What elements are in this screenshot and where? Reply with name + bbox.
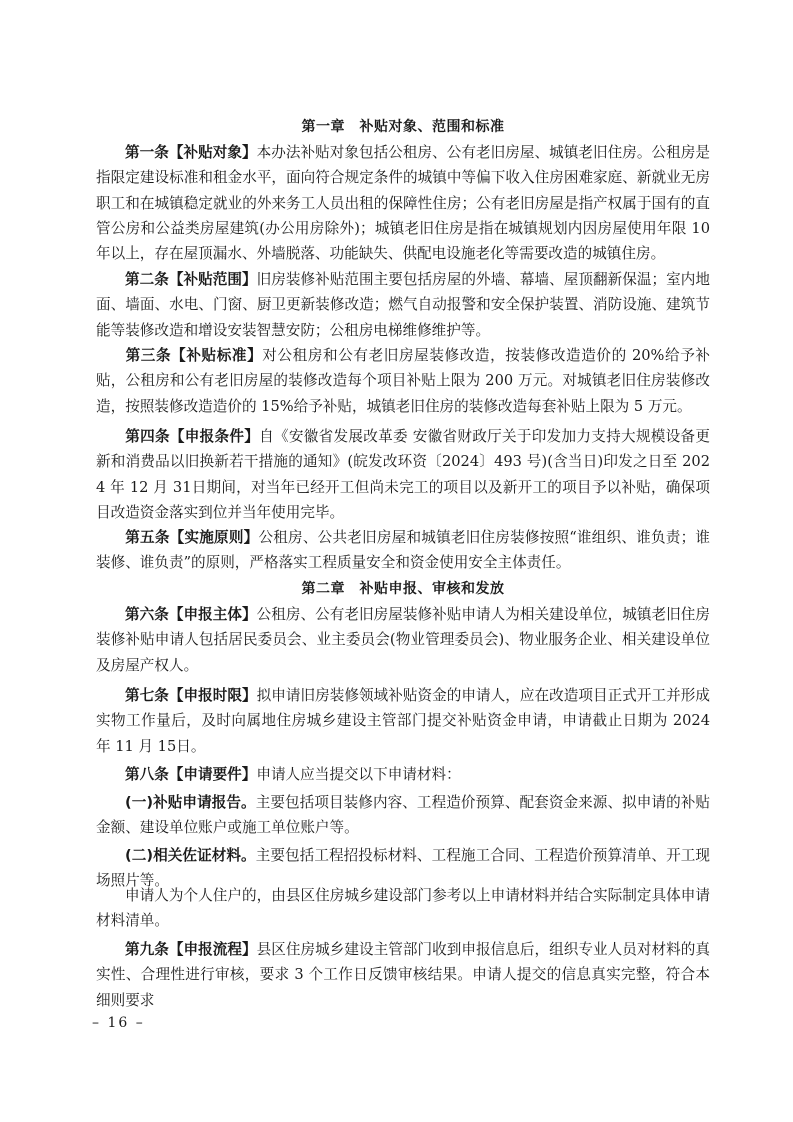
article-heading: 第一条【补贴对象】 [125, 144, 257, 161]
article-paragraph [96, 937, 710, 1013]
article-paragraph [96, 883, 710, 934]
article-paragraph [96, 683, 710, 759]
chapter-title: 第一章 补贴对象、范围和标准 [301, 119, 505, 135]
article-paragraph [96, 343, 710, 419]
article-heading: 第五条【实施原则】 [125, 529, 259, 546]
article-heading: 第七条【申报时限】 [125, 687, 257, 704]
item-heading: (一)补贴申请报告。 [125, 794, 256, 811]
article-text: 申请人应当提交以下申请材料： [256, 766, 461, 783]
article-paragraph [96, 525, 710, 576]
article-text: 申请人为个人住户的，由县区住房城乡建设部门参考以上申请材料并结合实际制定具体申请材料清单。 [96, 887, 710, 930]
article-paragraph [96, 140, 710, 266]
article-text: 对公租房和公有老旧房屋装修改造，按装修改造造价的 20%给予补贴，公租房和公有老旧房屋的装修改造每个项目补贴上限为 200 万元。对城镇老旧住房装修改造，按照装修改造造价的 15%给予补贴，城镇老旧住房的装修改造每套补贴上限为 5 万元。 [96, 347, 710, 415]
article-text: 拟申请旧房装修领域补贴资金的申请人，应在改造项目正式开工并形成实物工作量后，及时向属地住房城乡建设主管部门提交补贴资金申请，申请截止日期为 2024 年 11 月 15日。 [96, 687, 710, 755]
article-text: 公租房、公有老旧房屋装修补贴申请人为相关建设单位，城镇老旧住房装修补贴申请人包括居民委员会、业主委员会(物业管理委员会)、物业服务企业、相关建设单位及房屋产权人。 [96, 606, 710, 674]
article-paragraph [96, 267, 710, 343]
item-heading: (二)相关佐证材料。 [125, 847, 256, 864]
article-heading: 第四条【申报条件】 [125, 428, 260, 445]
article-paragraph [96, 602, 710, 678]
chapter-title: 第二章 补贴申报、审核和发放 [301, 581, 505, 597]
article-text: 本办法补贴对象包括公租房、公有老旧房屋、城镇老旧住房。公租房是指限定建设标准和租金水平，面向符合规定条件的城镇中等偏下收入住房困难家庭、新就业无房职工和在城镇稳定就业的外来务工人员出租的保障性住房；公有老旧房屋是指产权属于国有的直管公房和公益类房屋建筑(办公用房除外)；城镇老旧住房是指在城镇规划内因房屋使用年限 10 年以上，存在屋顶漏水、外墙脱落、功能缺失、供配电设施老化等需要改造的城镇住房。 [96, 144, 710, 263]
article-paragraph [96, 762, 710, 787]
article-text: 公租房、公共老旧房屋和城镇老旧住房装修按照“谁组织、谁负责；谁装修、谁负责”的原则，严格落实工程质量安全和资金使用安全主体责任。 [96, 529, 710, 572]
article-text: 县区住房城乡建设主管部门收到申报信息后，组织专业人员对材料的真实性、合理性进行审核，要求 3 个工作日反馈审核结果。申请人提交的信息真实完整，符合本细则要求 [96, 941, 710, 1009]
page-number: – 16 – [92, 1015, 145, 1031]
article-text: 主要包括项目装修内容、工程造价预算、配套资金来源、拟申请的补贴金额、建设单位账户或施工单位账户等。 [96, 794, 710, 837]
article-heading: 第三条【补贴标准】 [125, 347, 263, 364]
article-paragraph [96, 424, 710, 525]
article-paragraph [96, 790, 710, 841]
article-heading: 第六条【申报主体】 [125, 606, 257, 623]
article-heading: 第八条【申请要件】 [125, 766, 257, 783]
article-text: 主要包括工程招投标材料、工程施工合同、工程造价预算清单、开工现场照片等。 [96, 847, 710, 890]
article-text: 旧房装修补贴范围主要包括房屋的外墙、幕墙、屋顶翻新保温；室内地面、墙面、水电、门窗、厨卫更新装修改造；燃气自动报警和安全保护装置、消防设施、建筑节能等装修改造和增设安装智慧安防；公租房电梯维修维护等。 [96, 271, 710, 339]
article-heading: 第九条【申报流程】 [125, 941, 257, 958]
article-text: 自《安徽省发展改革委 安徽省财政厅关于印发加力支持大规模设备更新和消费品以旧换新若干措施的通知》(皖发改环资〔2024〕493 号)(含当日)印发之日至 2024 年 12 月 31日期间，对当年已经开工但尚未完工的项目以及新开工的项目予以补贴，确保项目改造资金落实到位并当年使用完毕。 [96, 428, 710, 521]
article-heading: 第二条【补贴范围】 [125, 271, 257, 288]
